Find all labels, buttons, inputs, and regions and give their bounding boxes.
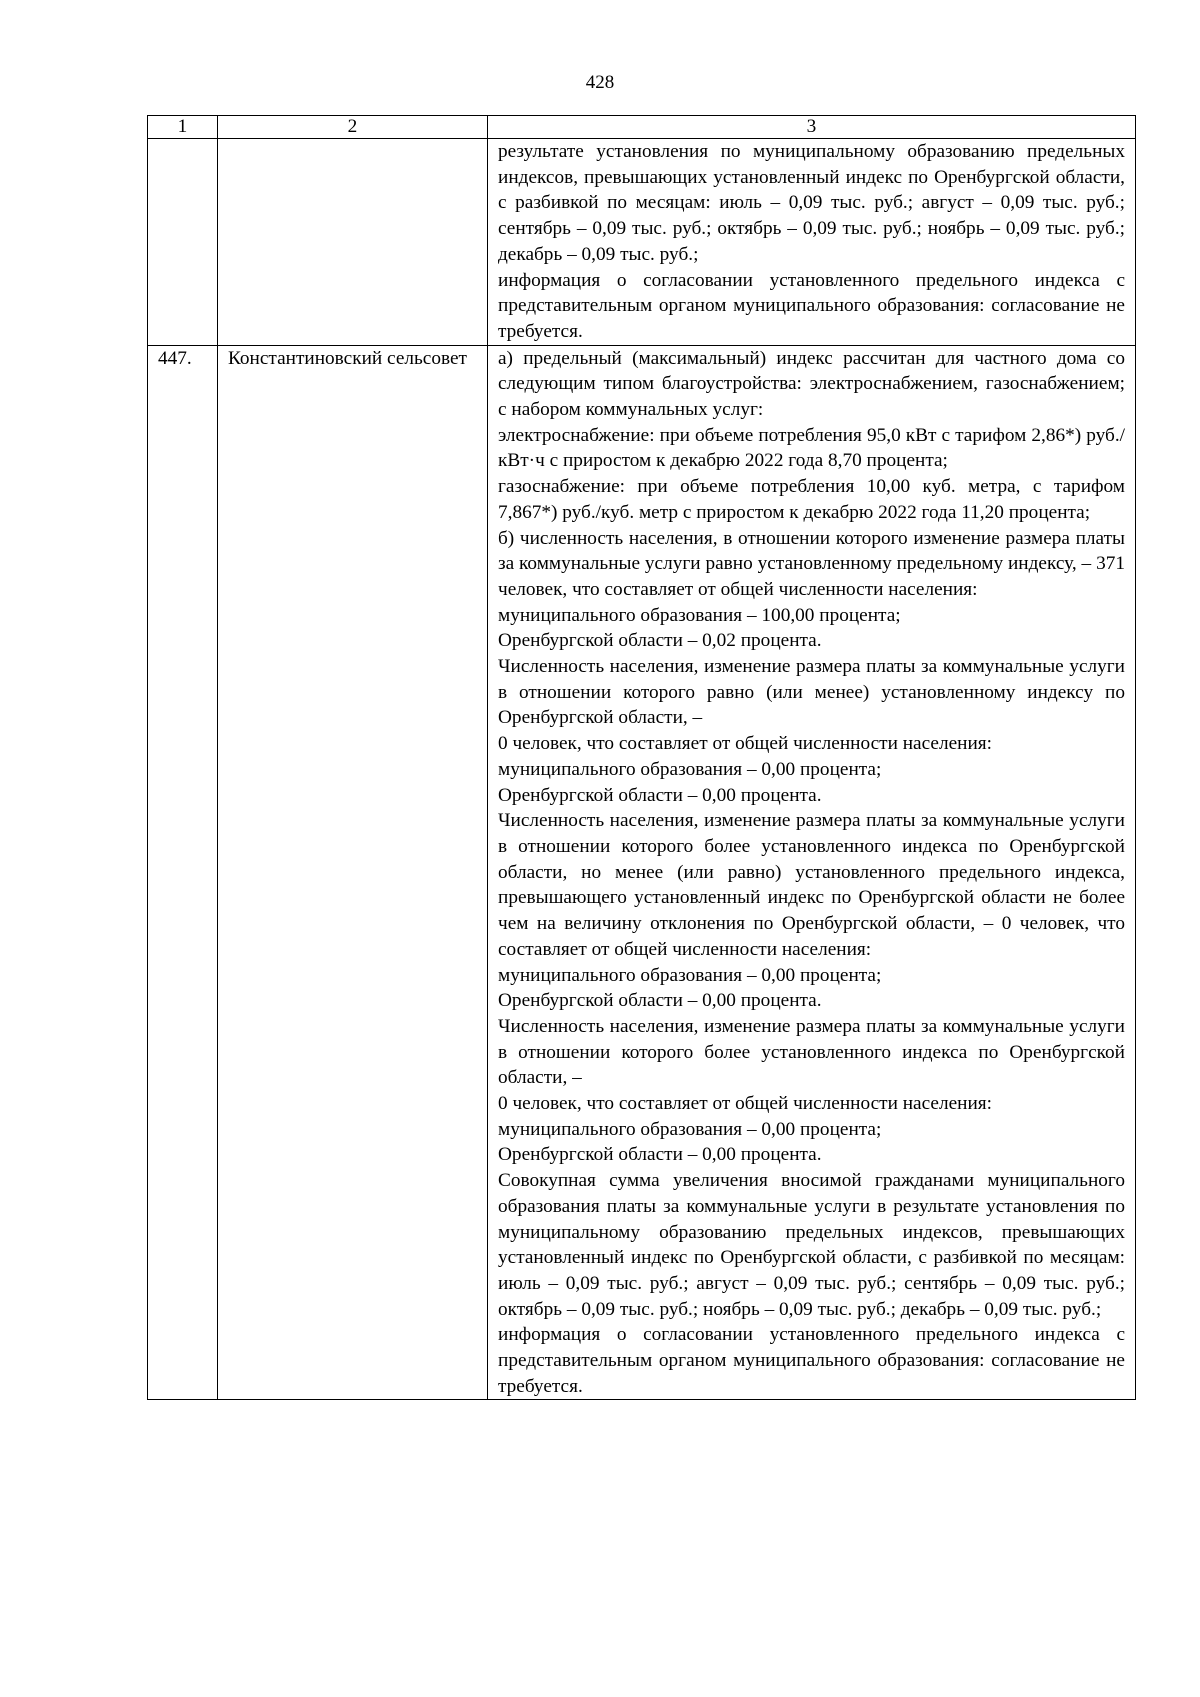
page-number: 428 xyxy=(585,72,615,93)
description-paragraph: а) предельный (максимальный) индекс рассчитан для частного дома со следующим типом благоустройства: электроснабжением, газоснабжением; с набором коммунальных услуг: xyxy=(498,347,1125,421)
description-paragraph: муниципального образования – 0,00 процента; xyxy=(498,1118,882,1140)
description-paragraph: муниципального образования – 0,00 процента; xyxy=(498,758,882,780)
data-table xyxy=(147,115,1136,1400)
description-paragraph: результате установления по муниципальному образованию предельных индексов, превышающих установленный индекс по Оренбургской области, с разбивкой по месяцам: июль – 0,09 тыс. руб.; август – 0,09 тыс. руб.; сентябрь – 0,09 тыс. руб.; октябрь – 0,09 тыс. руб.; ноябрь – 0,09 тыс. руб.; декабрь – 0,09 тыс. руб.; xyxy=(498,141,1125,265)
column-header-3: 3 xyxy=(488,116,1136,139)
table-row xyxy=(148,345,1136,1400)
municipality-name-cell: Константиновский сельсовет xyxy=(218,345,488,1400)
description-paragraph: муниципального образования – 100,00 процента; xyxy=(498,604,901,626)
description-paragraph: газоснабжение: при объеме потребления 10,00 куб. метра, с тарифом 7,867*) руб./куб. метр с приростом к декабрю 2022 года 11,20 процента; xyxy=(498,476,1125,523)
description-paragraph: Численность населения, изменение размера платы за коммунальные услуги в отношении которого более установленного индекса по Оренбургской области, – xyxy=(498,1015,1125,1089)
description-paragraph: б) численность населения, в отношении которого изменение размера платы за коммунальные услуги равно установленному предельному индексу, – 371 человек, что составляет от общей численности населения: xyxy=(498,527,1125,600)
description-paragraph: муниципального образования – 0,00 процента; xyxy=(498,964,882,986)
description-paragraph: электроснабжение: при объеме потребления 95,0 кВт с тарифом 2,86*) руб./кВт·ч с приростом к декабрю 2022 года 8,70 процента; xyxy=(498,424,1125,472)
description-paragraph: Численность населения, изменение размера платы за коммунальные услуги в отношении которого более установленного индекса по Оренбургской области, но менее (или равно) установленного предельного индекса, превышающего установленный индекс по Оренбургской области не более чем на величину отклонения по Оренбургской области, – 0 человек, что составляет от общей численности населения: xyxy=(498,810,1125,960)
description-paragraph: Оренбургской области – 0,00 процента. xyxy=(498,784,822,806)
description-cell xyxy=(488,139,1136,346)
description-paragraph: Оренбургской области – 0,00 процента. xyxy=(498,1144,822,1166)
municipality-name-cell xyxy=(218,139,488,346)
description-cell xyxy=(488,345,1136,1400)
table-header-row xyxy=(148,116,1136,139)
description-paragraph: Оренбургской области – 0,00 процента. xyxy=(498,990,822,1012)
description-paragraph: Численность населения, изменение размера платы за коммунальные услуги в отношении которого равно (или менее) установленному индексу по Оренбургской области, – xyxy=(498,656,1125,729)
column-header-1: 1 xyxy=(148,116,218,139)
table-row xyxy=(148,139,1136,346)
description-paragraph: 0 человек, что составляет от общей численности населения: xyxy=(498,733,992,755)
row-number-cell: 447. xyxy=(148,345,218,1400)
description-paragraph: Оренбургской области – 0,02 процента. xyxy=(498,630,822,652)
column-header-2: 2 xyxy=(218,116,488,139)
description-paragraph: информация о согласовании установленного предельного индекса с представительным органом муниципального образования: согласование не требуется. xyxy=(498,1324,1125,1397)
row-number-cell xyxy=(148,139,218,346)
description-paragraph: 0 человек, что составляет от общей численности населения: xyxy=(498,1093,992,1115)
description-paragraph: Совокупная сумма увеличения вносимой гражданами муниципального образования платы за коммунальные услуги в результате установления по муниципальному образованию предельных индексов, превышающих установленный индекс по Оренбургской области, с разбивкой по месяцам: июль – 0,09 тыс. руб.; август – 0,09 тыс. руб.; сентябрь – 0,09 тыс. руб.; октябрь – 0,09 тыс. руб.; ноябрь – 0,09 тыс. руб.; декабрь – 0,09 тыс. руб.; xyxy=(498,1170,1125,1320)
description-paragraph: информация о согласовании установленного предельного индекса с представительным органом муниципального образования: согласование не требуется. xyxy=(498,269,1125,342)
